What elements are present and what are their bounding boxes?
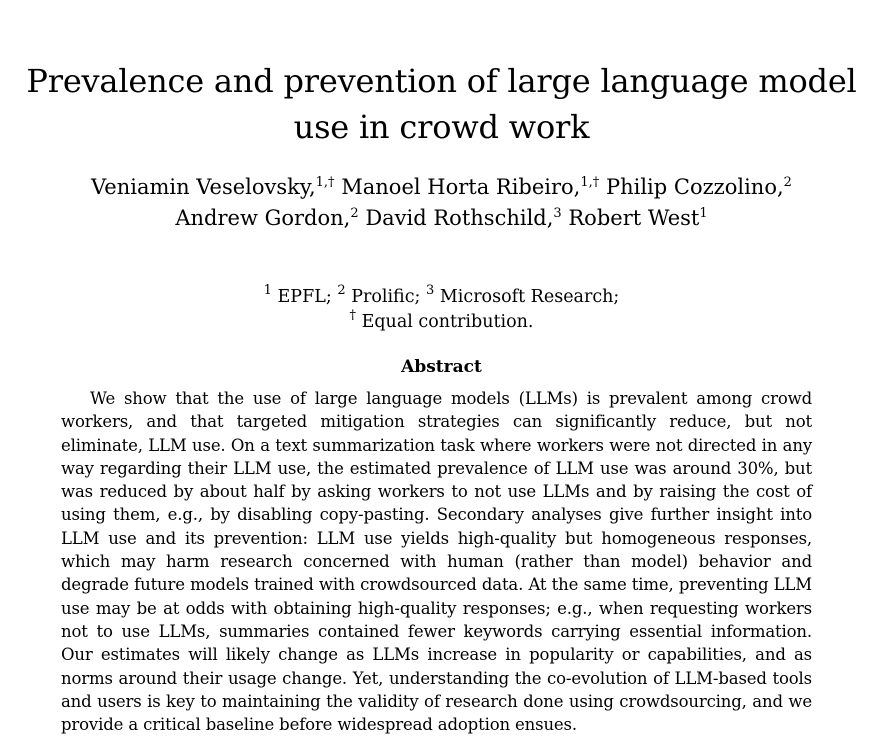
author-affiliation-mark: 1,† [580, 175, 600, 190]
author-name: Robert West [568, 206, 700, 230]
equal-contribution-mark: † [349, 308, 356, 323]
author-name: Veniamin Veselovsky, [91, 175, 316, 199]
paper-title: Prevalence and prevention of large language model use in crowd work [26, 62, 857, 146]
author-name: Andrew Gordon, [175, 206, 351, 230]
abstract-heading: Abstract [401, 357, 482, 377]
affiliation-name: EPFL; [277, 287, 332, 307]
affiliation-mark: 2 [337, 283, 346, 298]
affiliation-name: Microsoft Research; [439, 287, 620, 307]
author-affiliation-mark: 2 [783, 175, 792, 190]
author-name: Philip Cozzolino, [605, 175, 784, 199]
author-affiliation-mark: 3 [553, 206, 562, 221]
author-affiliation-mark: 2 [350, 206, 359, 221]
author-name: David Rothschild, [365, 206, 554, 230]
affiliation-mark: 3 [426, 283, 435, 298]
affiliations [40, 285, 843, 335]
author-affiliation-mark: 1 [699, 206, 708, 221]
author-name: Manoel Horta Ribeiro, [341, 175, 581, 199]
author-list [40, 172, 843, 234]
affiliation-name: Prolific; [351, 287, 421, 307]
author-affiliation-mark: 1,† [315, 175, 335, 190]
abstract-text: We show that the use of large language models (LLMs) is prevalent among crowd workers, and that targeted mitigation strategies can significantly reduce, but not eliminate, LLM use. On a text summarization task where workers were not directed in any way regarding their LLM use, the estimated prevalence of LLM use was around 30%, but was reduced by about half by asking workers to not use LLMs and by raising the cost of using them, e.g., by disabling copy-pasting. Secondary analyses give further insight into LLM use and its prevention: LLM use yields high-quality but homogeneous responses, which may harm research concerned with human (rather than model) behavior and degrade future models trained with crowdsourced data. At the same time, preventing LLM use may be at odds with obtaining high-quality responses; e.g., when requesting workers not to use LLMs, summaries contained fewer keywords carrying essential information. Our estimates will likely change as LLMs increase in popularity or capabilities, and as norms around their usage change. Yet, understanding the co-evolution of LLM-based tools and users is key to maintaining the validity of research done using crowdsourcing, and we provide a critical baseline before widespread adoption ensues. [61, 389, 812, 735]
affiliation-mark: 1 [263, 283, 272, 298]
equal-contribution-note: Equal contribution. [361, 312, 534, 332]
